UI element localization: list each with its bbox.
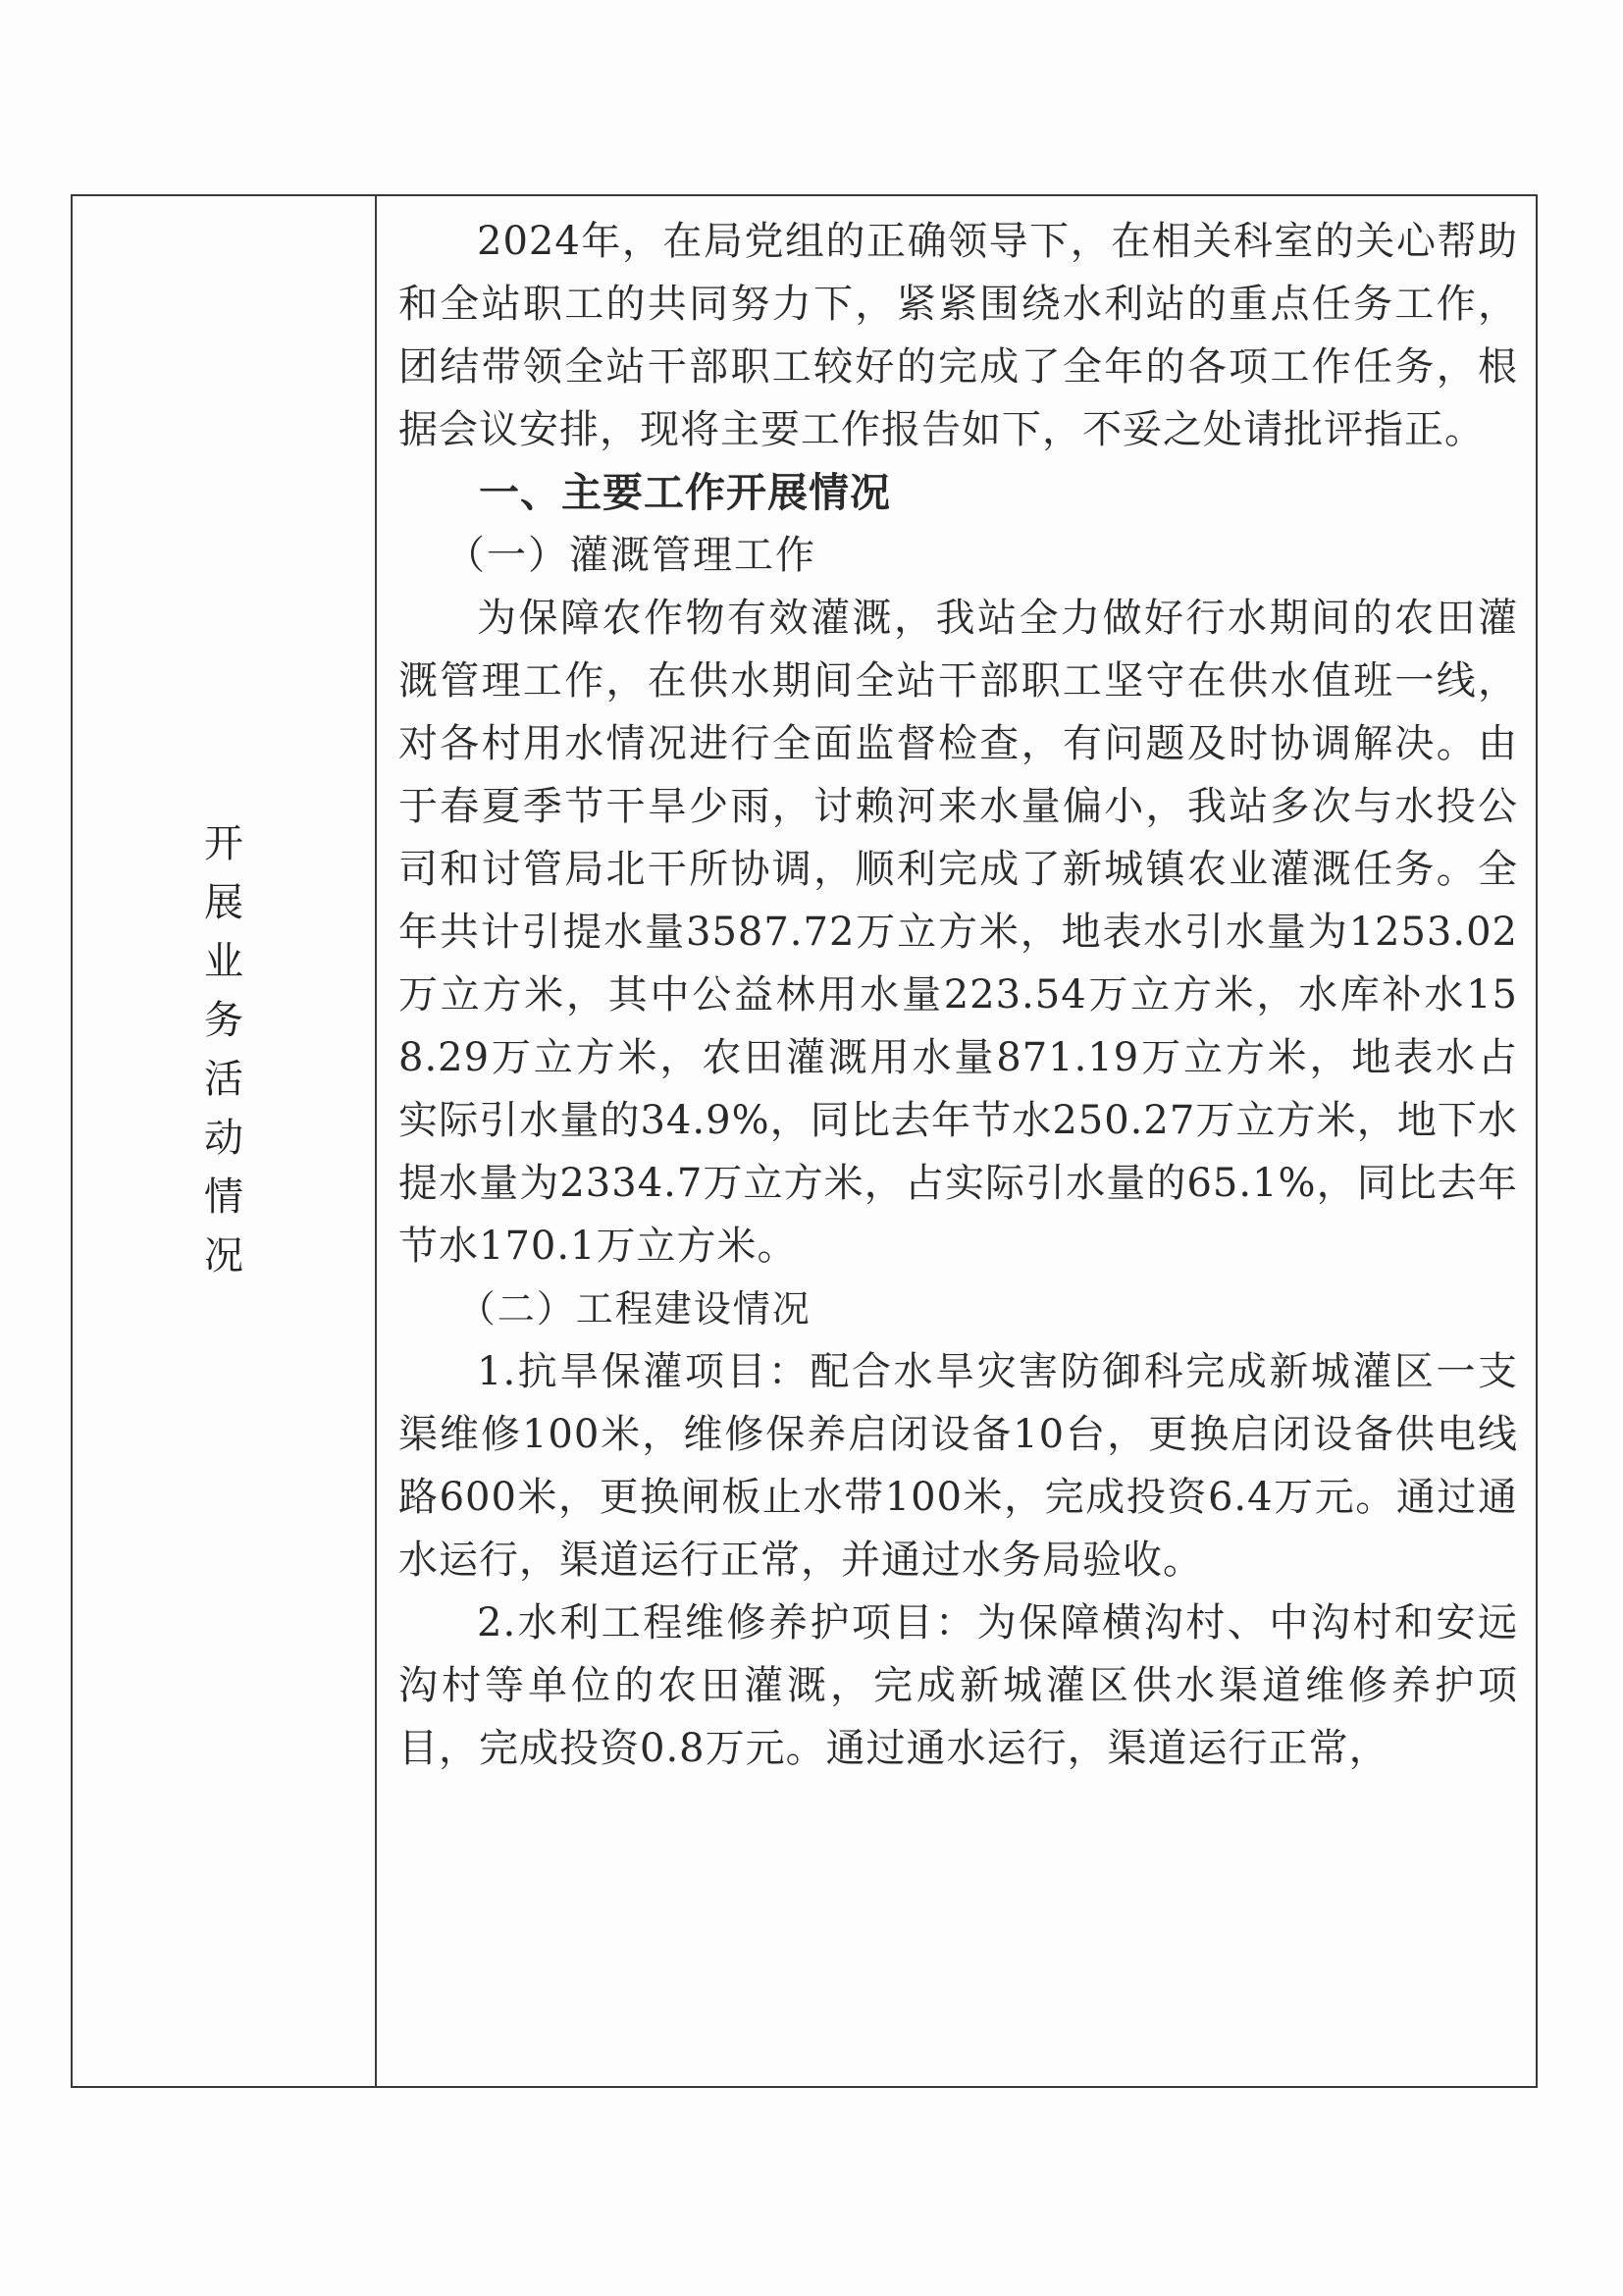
irrigation-paragraph: 为保障农作物有效灌溉，我站全力做好行水期间的农田灌溉管理工作，在供水期间全站干部职工坚守在供水值班一线，对各村用水情况进行全面监督检查，有问题及时协调解决。由于春夏季节干旱少雨，讨赖河来水量偏小，我站多次与水投公司和讨管局北干所协调，顺利完成了新城镇农业灌溉任务。全年共计引提水量3587.72万立方米，地表水引水量为1253.02万立方米，其中公益林用水量223.54万立方米，水库补水158.29万立方米，农田灌溉用水量871.19万立方米，地表水占实际引水量的34.9%，同比去年节水250.27万立方米，地下水提水量为2334.7万立方米，占实际引水量的65.1%，同比去年节水170.1万立方米。 bbox=[398, 596, 1518, 1269]
label-char: 况 bbox=[204, 1233, 243, 1278]
label-cell bbox=[73, 196, 377, 2086]
row-label bbox=[73, 814, 375, 1285]
label-char: 情 bbox=[204, 1174, 243, 1220]
intro-paragraph: 2024年，在局党组的正确领导下，在相关科室的关心帮助和全站职工的共同努力下，紧紧围绕水利站的重点任务工作，团结带领全站干部职工较好的完成了全年的各项工作任务，根据会议安排，现将主要工作报告如下，不妥之处请批评指正。 bbox=[398, 219, 1518, 452]
subsection-heading-construction: （二）工程建设情况 bbox=[457, 1287, 812, 1331]
label-char: 活 bbox=[204, 1057, 243, 1102]
item-maintenance-project: 2.水利工程维修养护项目：为保障横沟村、中沟村和安远沟村等单位的农田灌溉，完成新城灌区供水渠道维修养护项目，完成投资0.8万元。通过通水运行，渠道运行正常， bbox=[398, 1600, 1518, 1771]
label-char: 业 bbox=[204, 939, 243, 984]
content-cell bbox=[377, 196, 1536, 2086]
section-heading: 一、主要工作开展情况 bbox=[479, 469, 891, 516]
label-char: 动 bbox=[204, 1116, 243, 1161]
item-drought-project: 1.抗旱保灌项目：配合水旱灾害防御科完成新城灌区一支渠维修100米，维修保养启闭设备10台，更换启闭设备供电线路600米，更换闸板止水带100米，完成投资6.4万元。通过通水运行，渠道运行正常，并通过水务局验收。 bbox=[398, 1349, 1518, 1583]
label-char: 务 bbox=[204, 998, 243, 1043]
label-char: 展 bbox=[204, 880, 243, 925]
report-table bbox=[71, 194, 1538, 2088]
label-char: 开 bbox=[204, 821, 243, 866]
subsection-heading-irrigation: （一）灌溉管理工作 bbox=[445, 533, 816, 578]
